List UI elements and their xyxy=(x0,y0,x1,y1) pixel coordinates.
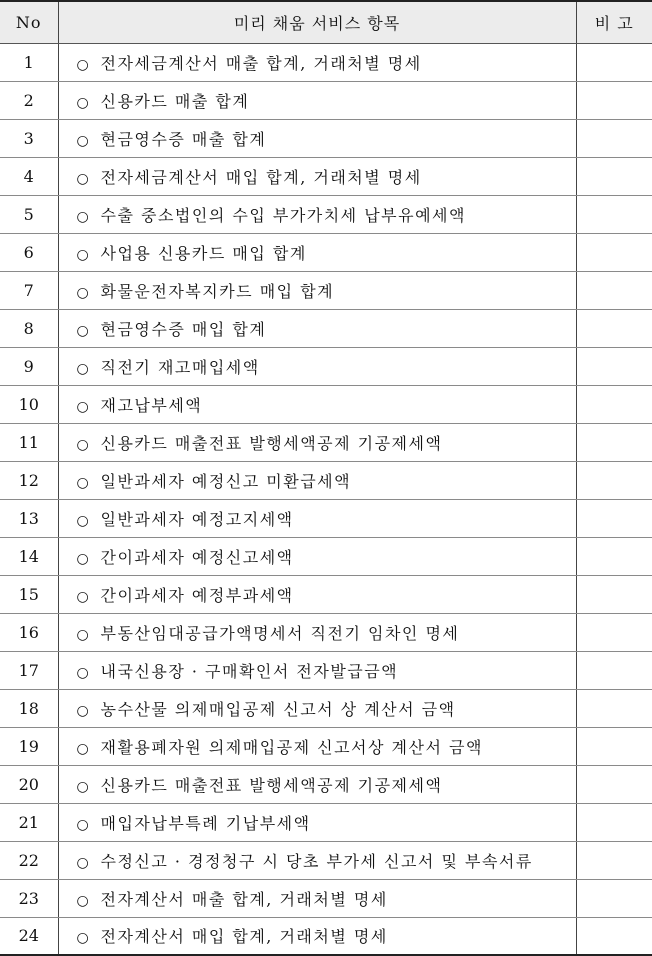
row-item xyxy=(58,841,576,879)
circle-bullet-icon: ○ xyxy=(76,208,91,225)
circle-bullet-icon: ○ xyxy=(76,284,91,301)
table-row xyxy=(0,651,652,689)
row-number: 24 xyxy=(0,917,58,955)
table-row xyxy=(0,385,652,423)
circle-bullet-icon: ○ xyxy=(76,892,91,909)
row-number: 13 xyxy=(0,499,58,537)
row-item-label: 농수산물 의제매입공제 신고서 상 계산서 금액 xyxy=(100,699,456,719)
row-item-label: 직전기 재고매입세액 xyxy=(100,357,260,377)
row-number: 17 xyxy=(0,651,58,689)
row-note xyxy=(576,119,652,157)
row-item xyxy=(58,765,576,803)
table-row xyxy=(0,119,652,157)
circle-bullet-icon: ○ xyxy=(76,436,91,453)
circle-bullet-icon: ○ xyxy=(76,930,91,947)
row-note xyxy=(576,81,652,119)
row-number: 15 xyxy=(0,575,58,613)
row-item xyxy=(58,195,576,233)
table-row xyxy=(0,81,652,119)
row-note xyxy=(576,765,652,803)
table-row xyxy=(0,917,652,955)
row-note xyxy=(576,917,652,955)
row-item xyxy=(58,309,576,347)
circle-bullet-icon: ○ xyxy=(76,474,91,491)
row-note xyxy=(576,651,652,689)
circle-bullet-icon: ○ xyxy=(76,132,91,149)
row-note xyxy=(576,195,652,233)
row-item-label: 수정신고 · 경정청구 시 당초 부가세 신고서 및 부속서류 xyxy=(100,851,533,871)
table-row xyxy=(0,423,652,461)
circle-bullet-icon: ○ xyxy=(76,778,91,795)
row-item xyxy=(58,347,576,385)
row-number: 23 xyxy=(0,879,58,917)
header-row xyxy=(0,1,652,43)
table-body xyxy=(0,43,652,955)
row-item-label: 전자세금계산서 매입 합계, 거래처별 명세 xyxy=(100,167,422,187)
row-item xyxy=(58,613,576,651)
row-note xyxy=(576,803,652,841)
table-row xyxy=(0,271,652,309)
row-item-label: 현금영수증 매입 합계 xyxy=(100,319,267,339)
circle-bullet-icon: ○ xyxy=(76,360,91,377)
row-number: 22 xyxy=(0,841,58,879)
table-row xyxy=(0,233,652,271)
row-item xyxy=(58,119,576,157)
row-number: 21 xyxy=(0,803,58,841)
row-note xyxy=(576,689,652,727)
row-note xyxy=(576,499,652,537)
circle-bullet-icon: ○ xyxy=(76,740,91,757)
circle-bullet-icon: ○ xyxy=(76,626,91,643)
row-number: 9 xyxy=(0,347,58,385)
row-number: 18 xyxy=(0,689,58,727)
row-note xyxy=(576,309,652,347)
header-no: No xyxy=(0,1,58,43)
row-item xyxy=(58,157,576,195)
row-item xyxy=(58,81,576,119)
row-note xyxy=(576,537,652,575)
circle-bullet-icon: ○ xyxy=(76,816,91,833)
table-row xyxy=(0,765,652,803)
row-note xyxy=(576,157,652,195)
row-item xyxy=(58,689,576,727)
row-item-label: 매입자납부특례 기납부세액 xyxy=(100,813,311,833)
row-item-label: 부동산임대공급가액명세서 직전기 임차인 명세 xyxy=(100,623,460,643)
header-note: 비 고 xyxy=(576,1,652,43)
table-row xyxy=(0,157,652,195)
table-header xyxy=(0,1,652,43)
row-note xyxy=(576,423,652,461)
row-item-label: 간이과세자 예정신고세액 xyxy=(100,547,294,567)
circle-bullet-icon: ○ xyxy=(76,550,91,567)
row-note xyxy=(576,727,652,765)
row-item xyxy=(58,651,576,689)
row-number: 19 xyxy=(0,727,58,765)
circle-bullet-icon: ○ xyxy=(76,398,91,415)
circle-bullet-icon: ○ xyxy=(76,170,91,187)
row-item-label: 신용카드 매출 합계 xyxy=(100,91,250,111)
circle-bullet-icon: ○ xyxy=(76,588,91,605)
table-row xyxy=(0,499,652,537)
circle-bullet-icon: ○ xyxy=(76,322,91,339)
circle-bullet-icon: ○ xyxy=(76,854,91,871)
row-item-label: 수출 중소법인의 수입 부가가치세 납부유예세액 xyxy=(100,205,466,225)
row-number: 4 xyxy=(0,157,58,195)
row-item xyxy=(58,727,576,765)
row-item xyxy=(58,271,576,309)
row-number: 2 xyxy=(0,81,58,119)
table-row xyxy=(0,461,652,499)
row-item xyxy=(58,575,576,613)
row-item xyxy=(58,461,576,499)
table-row xyxy=(0,575,652,613)
table-row xyxy=(0,309,652,347)
row-number: 8 xyxy=(0,309,58,347)
row-number: 16 xyxy=(0,613,58,651)
row-item xyxy=(58,879,576,917)
row-number: 20 xyxy=(0,765,58,803)
row-item xyxy=(58,233,576,271)
table-row xyxy=(0,803,652,841)
row-item xyxy=(58,499,576,537)
row-item-label: 일반과세자 예정고지세액 xyxy=(100,509,294,529)
row-number: 7 xyxy=(0,271,58,309)
row-item xyxy=(58,43,576,81)
row-number: 12 xyxy=(0,461,58,499)
table-row xyxy=(0,613,652,651)
circle-bullet-icon: ○ xyxy=(76,246,91,263)
row-note xyxy=(576,385,652,423)
row-item-label: 재고납부세액 xyxy=(100,395,203,415)
row-note xyxy=(576,461,652,499)
row-note xyxy=(576,43,652,81)
row-number: 10 xyxy=(0,385,58,423)
row-number: 1 xyxy=(0,43,58,81)
row-item-label: 사업용 신용카드 매입 합계 xyxy=(100,243,307,263)
row-item-label: 신용카드 매출전표 발행세액공제 기공제세액 xyxy=(100,775,443,795)
row-item xyxy=(58,385,576,423)
circle-bullet-icon: ○ xyxy=(76,512,91,529)
row-item-label: 화물운전자복지카드 매입 합계 xyxy=(100,281,335,301)
row-number: 3 xyxy=(0,119,58,157)
row-note xyxy=(576,879,652,917)
table-row xyxy=(0,727,652,765)
row-note xyxy=(576,271,652,309)
row-item-label: 현금영수증 매출 합계 xyxy=(100,129,267,149)
header-item: 미리 채움 서비스 항목 xyxy=(58,1,576,43)
row-item-label: 내국신용장 · 구매확인서 전자발급금액 xyxy=(100,661,399,681)
table-row xyxy=(0,195,652,233)
table-row xyxy=(0,537,652,575)
row-item-label: 전자계산서 매출 합계, 거래처별 명세 xyxy=(100,889,388,909)
row-number: 11 xyxy=(0,423,58,461)
row-item xyxy=(58,803,576,841)
row-item-label: 일반과세자 예정신고 미환급세액 xyxy=(100,471,352,491)
table-row xyxy=(0,689,652,727)
circle-bullet-icon: ○ xyxy=(76,664,91,681)
row-note xyxy=(576,233,652,271)
row-note xyxy=(576,575,652,613)
row-number: 6 xyxy=(0,233,58,271)
row-item-label: 전자세금계산서 매출 합계, 거래처별 명세 xyxy=(100,53,422,73)
row-item-label: 신용카드 매출전표 발행세액공제 기공제세액 xyxy=(100,433,443,453)
row-item xyxy=(58,917,576,955)
circle-bullet-icon: ○ xyxy=(76,702,91,719)
row-note xyxy=(576,841,652,879)
row-note xyxy=(576,347,652,385)
circle-bullet-icon: ○ xyxy=(76,56,91,73)
row-item-label: 재활용폐자원 의제매입공제 신고서상 계산서 금액 xyxy=(100,737,483,757)
row-item-label: 전자계산서 매입 합계, 거래처별 명세 xyxy=(100,927,388,947)
table-row xyxy=(0,43,652,81)
row-number: 14 xyxy=(0,537,58,575)
row-item-label: 간이과세자 예정부과세액 xyxy=(100,585,294,605)
table-row xyxy=(0,879,652,917)
row-item xyxy=(58,537,576,575)
circle-bullet-icon: ○ xyxy=(76,94,91,111)
row-number: 5 xyxy=(0,195,58,233)
table-row xyxy=(0,841,652,879)
table-row xyxy=(0,347,652,385)
row-note xyxy=(576,613,652,651)
row-item xyxy=(58,423,576,461)
